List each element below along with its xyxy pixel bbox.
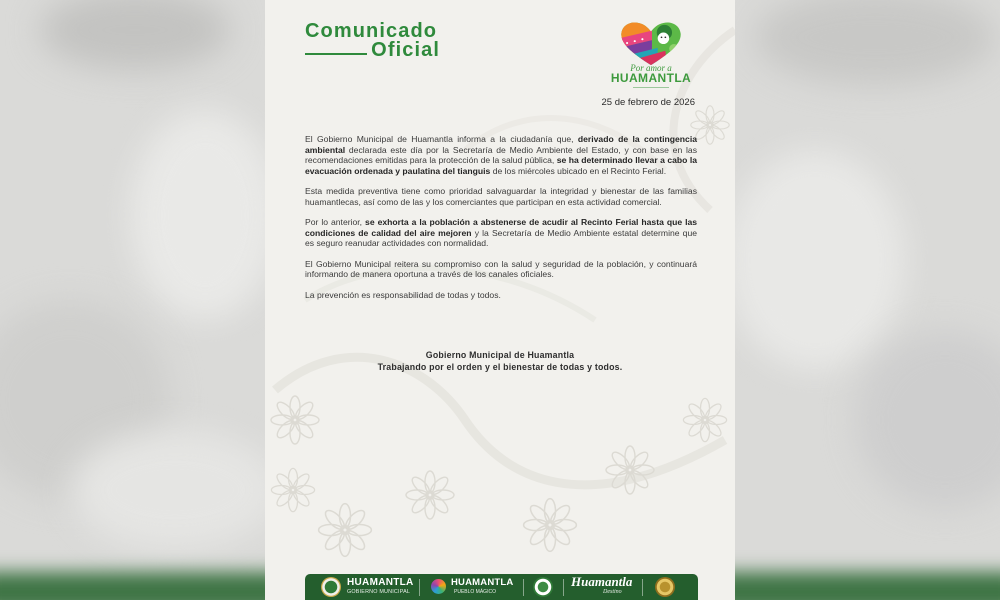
paragraph-text: La prevención es responsabilidad de todas y todos. [305, 289, 501, 300]
footer-logo-bar [305, 574, 698, 600]
footer-logo-name: HUAMANTLA [347, 577, 414, 588]
paragraph [305, 217, 697, 249]
footer-divider [523, 579, 524, 596]
pattern-flower [319, 504, 372, 557]
blur-blob [130, 110, 265, 320]
blur-blob [40, 0, 230, 70]
footer-logo-subtitle: Destino [603, 589, 622, 595]
footer-divider [419, 579, 420, 596]
blurred-background-right [735, 0, 1000, 600]
logo-subline [633, 87, 669, 88]
paragraph [305, 259, 697, 280]
round-seal-icon [533, 577, 553, 597]
paragraph [305, 186, 697, 207]
pattern-flower [606, 446, 654, 494]
paragraph [305, 290, 697, 301]
paragraph-emphasis: derivado de la contingencia ambiental [305, 134, 697, 155]
pattern-flower [271, 396, 319, 444]
blur-blob [70, 430, 265, 550]
paragraph-text: de los miércoles ubicado en el Recinto Ferial. [492, 165, 667, 176]
blur-blob [735, 150, 905, 370]
footer-divider [642, 579, 643, 596]
document-body [305, 134, 697, 310]
blur-blob [755, 0, 995, 85]
signature-issuer: Gobierno Municipal de Huamantla [425, 350, 575, 360]
blur-blob [855, 330, 1000, 510]
press-release-sheet [265, 0, 735, 600]
footer-logo-subtitle: PUEBLO MÁGICO [454, 589, 496, 595]
paragraph-text: Por lo anterior, [305, 217, 363, 227]
title-comunicado: Comunicado [305, 20, 438, 42]
signature-slogan: Trabajando por el orden y el bienestar de todas y todos. [377, 362, 623, 372]
municipal-seal-icon [321, 577, 341, 597]
pattern-flower [683, 398, 726, 441]
logo-wordmark: HUAMANTLA [610, 71, 692, 85]
footer-logo-name: Huamantla [571, 574, 633, 589]
por-amor-a-huamantla-heart-icon [618, 22, 684, 66]
signature-block [265, 349, 735, 373]
title-underline [305, 53, 367, 55]
footer-logo-name: HUAMANTLA [451, 577, 514, 588]
document-date: 25 de febrero de 2026 [601, 97, 695, 108]
paragraph [305, 134, 697, 176]
pattern-flower [271, 468, 314, 511]
paragraph-text: El Gobierno Municipal de Huamantla informa a la ciudadanía que, [305, 134, 574, 144]
gold-seal-icon [655, 577, 675, 597]
pattern-flower [406, 471, 454, 519]
logo-tagline: Por amor a [630, 63, 672, 73]
title-oficial: Oficial [371, 39, 440, 61]
blurred-footer-right [735, 572, 1000, 600]
pueblo-magico-icon [431, 579, 446, 594]
paragraph-text: y la Secretaría de Medio Ambiente estatal determine que es seguro reanudar actividades con normalidad. [305, 227, 698, 248]
footer-logo-subtitle: GOBIERNO MUNICIPAL [347, 589, 411, 595]
footer-divider [563, 579, 564, 596]
paragraph-text: declarada este día por la Secretaría de Medio Ambiente del Estado, y con base en las recomendaciones emitidas para la protección de la salud pública, [305, 144, 697, 165]
paragraph-text: El Gobierno Municipal reitera su compromiso con la salud y seguridad de la población, y continuará informando de manera oportuna a través de los canales oficiales. [305, 258, 697, 279]
paragraph-emphasis: se exhorta a la población a abstenerse de acudir al Recinto Ferial hasta que las condiciones de calidad del aire mejoren [305, 217, 698, 238]
blurred-footer-left [0, 572, 265, 600]
pattern-flower [524, 499, 577, 552]
blurred-background-left [0, 0, 265, 600]
paragraph-text: Esta medida preventiva tiene como prioridad salvaguardar la integridad y bienestar de las familias huamantlecas, así como de las y los comerciantes que participan en esta actividad comercial. [305, 186, 697, 207]
paragraph-emphasis: se ha determinado llevar a cabo la evacuación ordenada y paulatina del tianguis [305, 155, 698, 176]
